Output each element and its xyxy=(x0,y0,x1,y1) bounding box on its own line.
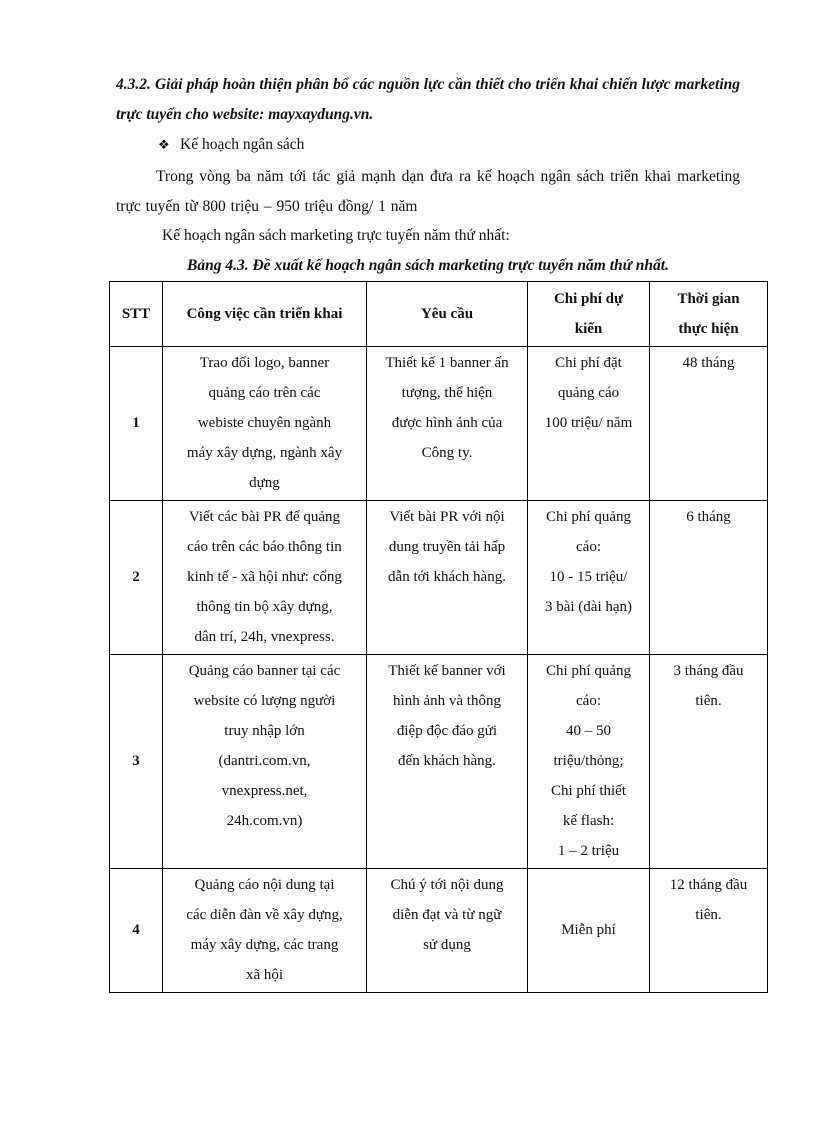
cell-task-line: Quảng cáo nội dung tại xyxy=(194,877,335,893)
cell-stt: 3 xyxy=(110,655,163,869)
cell-requirement-line: dung truyền tải hấp xyxy=(388,539,506,555)
header-time-line: Thời gian xyxy=(677,291,740,307)
table-row xyxy=(110,869,768,993)
cell-task-line: Quảng cáo banner tại các xyxy=(188,663,341,679)
cell-requirement-line: Công ty. xyxy=(421,445,473,461)
header-cost-line: kiến xyxy=(574,321,603,337)
diamond-bullet-icon: ❖ xyxy=(158,137,170,152)
cell-task-line: các diễn đàn về xây dựng, xyxy=(186,907,343,923)
cell-cost xyxy=(528,655,650,869)
cell-requirement xyxy=(367,869,528,993)
cell-cost-line: triệu/thỏng; xyxy=(553,753,624,769)
cell-requirement xyxy=(367,501,528,655)
cell-task xyxy=(163,501,367,655)
header-cost xyxy=(528,282,650,347)
cell-stt: 2 xyxy=(110,501,163,655)
cell-time-line: 12 tháng đầu xyxy=(669,877,748,893)
header-task: Công việc cần triển khai xyxy=(163,282,367,347)
cell-task xyxy=(163,869,367,993)
table-row xyxy=(110,655,768,869)
cell-task-line: xã hội xyxy=(245,967,284,983)
cell-cost-line: 3 bài (dài hạn) xyxy=(544,599,633,615)
cell-task-line: dựng xyxy=(249,475,280,491)
header-requirement: Yêu cầu xyxy=(367,282,528,347)
bullet-text: Kế hoạch ngân sách xyxy=(180,136,305,153)
section-heading: 4.3.2. Giải pháp hoàn thiện phân bổ các nguồn lực cần thiết cho triển khai chiến lược marketing trực tuyến cho website: mayxaydung.vn. xyxy=(116,76,740,123)
table-row xyxy=(110,501,768,655)
cell-time xyxy=(650,501,768,655)
cell-cost-line: 1 – 2 triệu xyxy=(557,843,620,859)
header-cost-line: Chi phí dự xyxy=(553,291,624,307)
bullet-item xyxy=(158,134,304,156)
cell-task-line: Trao đổi logo, banner xyxy=(199,355,330,371)
cell-cost-line: 40 – 50 xyxy=(566,723,611,739)
table-row xyxy=(110,347,768,501)
cell-task-line: truy nhập lớn xyxy=(224,723,305,739)
cell-cost-line: Chi phí quảng xyxy=(546,509,631,525)
cell-cost-line: Miễn phí xyxy=(561,922,616,938)
cell-requirement-line: Thiết kế banner với xyxy=(388,663,506,679)
cell-task-line: Viết các bài PR để quảng xyxy=(188,509,341,525)
cell-cost-line: Chi phí thiết xyxy=(551,783,626,799)
cell-task-line: máy xây dựng, các trang xyxy=(190,937,339,953)
cell-requirement-line: dẫn tới khách hàng. xyxy=(388,569,506,585)
cell-stt: 4 xyxy=(110,869,163,993)
cell-requirement-line: tượng, thể hiện xyxy=(401,385,493,401)
cell-task xyxy=(163,347,367,501)
cell-requirement-line: được hình ảnh của xyxy=(391,415,503,431)
cell-task xyxy=(163,655,367,869)
cell-cost-line: quảng cáo xyxy=(557,385,620,401)
cell-requirement-line: Viết bài PR với nội xyxy=(389,509,505,525)
cell-task-line: kinh tế - xã hội như: cổng xyxy=(187,569,342,585)
cell-time xyxy=(650,347,768,501)
cell-cost-line: cáo: xyxy=(576,693,601,709)
cell-requirement-line: điệp độc đáo gửi xyxy=(396,723,498,739)
header-time xyxy=(650,282,768,347)
cell-task-line: website có lượng người xyxy=(193,693,336,709)
cell-requirement-line: đến khách hàng. xyxy=(398,753,496,769)
cell-time xyxy=(650,655,768,869)
cell-cost xyxy=(528,347,650,501)
cell-cost-line: Chi phí đặt xyxy=(555,355,622,371)
cell-stt: 1 xyxy=(110,347,163,501)
cell-cost xyxy=(528,501,650,655)
paragraph-budget-intro: Trong vòng ba năm tới tác giả mạnh dạn đưa ra kế hoạch ngân sách triển khai marketing trực tuyến từ 800 triệu – 950 triệu đồng/ 1 năm xyxy=(116,168,740,215)
cell-task-line: 24h.com.vn) xyxy=(226,813,303,829)
cell-task-line: thông tin bộ xây dựng, xyxy=(196,599,333,615)
cell-task-line: (dantri.com.vn, xyxy=(218,753,311,769)
cell-task-line: máy xây dựng, ngành xây xyxy=(186,445,343,461)
cell-task-line: quảng cáo trên các xyxy=(208,385,321,401)
paragraph-first-year: Kế hoạch ngân sách marketing trực tuyến năm thứ nhất: xyxy=(162,227,510,244)
table-header-row xyxy=(110,282,768,347)
cell-cost xyxy=(528,869,650,993)
cell-time-line: 3 tháng đầu xyxy=(673,663,744,679)
table-caption: Bảng 4.3. Đề xuất kế hoạch ngân sách marketing trực tuyến năm thứ nhất. xyxy=(187,257,669,274)
cell-cost-line: cáo: xyxy=(576,539,601,555)
cell-time-line: tiên. xyxy=(695,907,722,923)
cell-time-line: 48 tháng xyxy=(682,355,735,371)
cell-requirement-line: diễn đạt và từ ngữ xyxy=(392,907,502,923)
cell-time-line: tiên. xyxy=(695,693,722,709)
cell-requirement xyxy=(367,655,528,869)
cell-time-line: 6 tháng xyxy=(686,509,731,525)
header-time-line: thực hiện xyxy=(678,321,739,337)
cell-task-line: cáo trên các báo thông tin xyxy=(187,539,342,555)
cell-requirement-line: hình ảnh và thông xyxy=(393,693,501,709)
cell-task-line: webiste chuyên ngành xyxy=(197,415,332,431)
cell-requirement xyxy=(367,347,528,501)
cell-cost-line: Chi phí quảng xyxy=(546,663,631,679)
cell-cost-line: kế flash: xyxy=(562,813,615,829)
cell-task-line: dân trí, 24h, vnexpress. xyxy=(194,629,335,645)
cell-cost-line: 100 triệu/ năm xyxy=(544,415,633,431)
cell-requirement-line: sử dụng xyxy=(423,937,471,953)
cell-requirement-line: Thiết kế 1 banner ấn xyxy=(385,355,509,371)
cell-task-line: vnexpress.net, xyxy=(221,783,308,799)
budget-table xyxy=(109,281,768,993)
cell-cost-line: 10 - 15 triệu/ xyxy=(549,569,628,585)
cell-time xyxy=(650,869,768,993)
header-stt: STT xyxy=(110,282,163,347)
cell-requirement-line: Chú ý tới nội dung xyxy=(390,877,504,893)
